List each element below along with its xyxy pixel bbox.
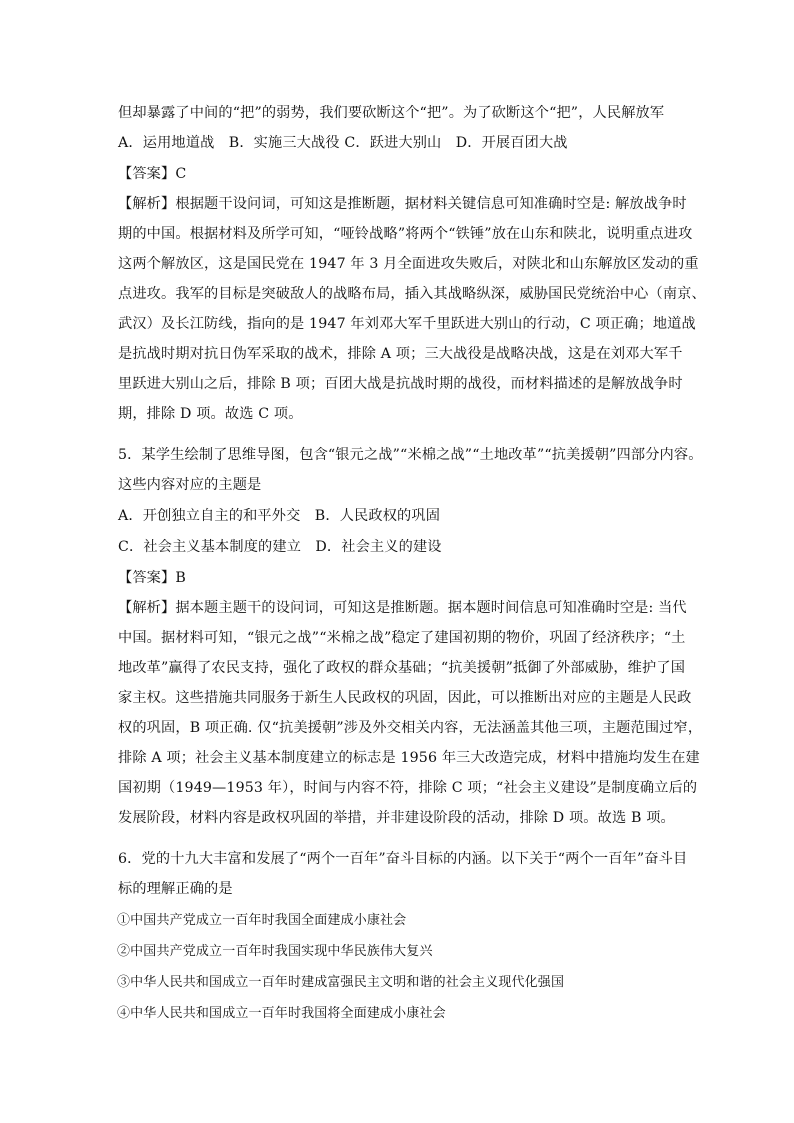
q5-analysis-line: 发展阶段，材料内容是政权巩固的举措，并非建设阶段的活动，排除 D 项。故选 B 项。 (118, 810, 675, 826)
q5-stem-line: 这些内容对应的主题是 (118, 477, 262, 493)
q5-options-line: C．社会主义基本制度的建立 D．社会主义的建设 (118, 539, 442, 555)
q4-analysis-line: 点进攻。我军的目标是突破敌人的战略布局，插入其战略纵深，威胁国民党统治中心（南京、 (118, 286, 706, 302)
q4-options: A．运用地道战 B．实施三大战役 C．跃进大别山 D．开展百团大战 (118, 135, 568, 151)
q4-analysis-line: 是抗战时期对抗日伪军采取的战术，排除 A 项；三大战役是战略决战，这是在刘邓大军千 (118, 346, 683, 362)
q4-analysis-line: 期，排除 D 项。故选 C 项。 (118, 406, 303, 422)
q6-statement: ④中华人民共和国成立一百年时我国将全面建成小康社会 (117, 1006, 446, 1021)
q5-answer: 【答案】B (118, 570, 186, 586)
q5-analysis-line: 国初期（1949—1953 年），时间与内容不符，排除 C 项；“社会主义建设”是制度确立后的 (118, 780, 698, 796)
q6-statement: ③中华人民共和国成立一百年时建成富强民主文明和谐的社会主义现代化强国 (117, 975, 565, 990)
q4-analysis-line: 武汉）及长江防线，指向的是 1947 年刘邓大军千里跃进大别山的行动，C 项正确；地道战 (118, 316, 696, 332)
q5-options-line: A．开创独立自主的和平外交 B．人民政权的巩固 (118, 508, 441, 524)
q6-statement: ②中国共产党成立一百年时我国实现中华民族伟大复兴 (117, 944, 433, 959)
q6-stem-line: 标的理解正确的是 (118, 881, 233, 897)
q4-analysis-line: 里跃进大别山之后，排除 B 项；百团大战是抗战时期的战役，而材料描述的是解放战争时 (118, 376, 683, 392)
q5-analysis-line: 家主权。这些措施共同服务于新生人民政权的巩固，因此，可以推断出对应的主题是人民政 (118, 690, 692, 706)
q5-analysis-line: 【解析】据本题主题干的设问词，可知这是推断题。据本题时间信息可知准确时空是: 当代 (118, 600, 687, 616)
q4-answer: 【答案】C (118, 166, 187, 182)
q5-analysis-line: 地改革”赢得了农民支持，强化了政权的群众基础；“抗美援朝”抵御了外部威胁，维护了国 (118, 660, 686, 676)
q4-analysis-line: 期的中国。根据材料及所学可知，“哑铃战略”将两个“铁锤”放在山东和陕北，说明重点进攻 (118, 226, 693, 242)
q6-statement: ①中国共产党成立一百年时我国全面建成小康社会 (117, 913, 407, 928)
q5-analysis-line: 中国。据材料可知，“银元之战”“米棉之战”稳定了建国初期的物价，巩固了经济秩序；“土 (118, 630, 686, 646)
q4-analysis-line: 【解析】根据题干设问词，可知这是推断题，据材料关键信息可知准确时空是: 解放战争时 (118, 196, 687, 212)
q4-stem-tail: 但却暴露了中间的“把”的弱势，我们要砍断这个“把”。为了砍断这个“把”，人民解放军 (118, 105, 665, 121)
q5-analysis-line: 权的巩固，B 项正确. 仅“抗美援朝”涉及外交相关内容，无法涵盖其他三项，主题范围过窄， (118, 720, 703, 736)
q6-stem-line: 6．党的十九大丰富和发展了“两个一百年”奋斗目标的内涵。以下关于“两个一百年”奋斗目 (118, 851, 688, 867)
q5-analysis-line: 排除 A 项；社会主义基本制度建立的标志是 1956 年三大改造完成，材料中措施均发生在建 (118, 750, 700, 766)
q5-stem-line: 5．某学生绘制了思维导图，包含“银元之战”“米棉之战”“土地改革”“抗美援朝”四部分内容。 (118, 447, 703, 463)
q4-analysis-line: 这两个解放区，这是国民党在 1947 年 3 月全面进攻失败后，对陕北和山东解放区发动的重 (118, 256, 699, 272)
